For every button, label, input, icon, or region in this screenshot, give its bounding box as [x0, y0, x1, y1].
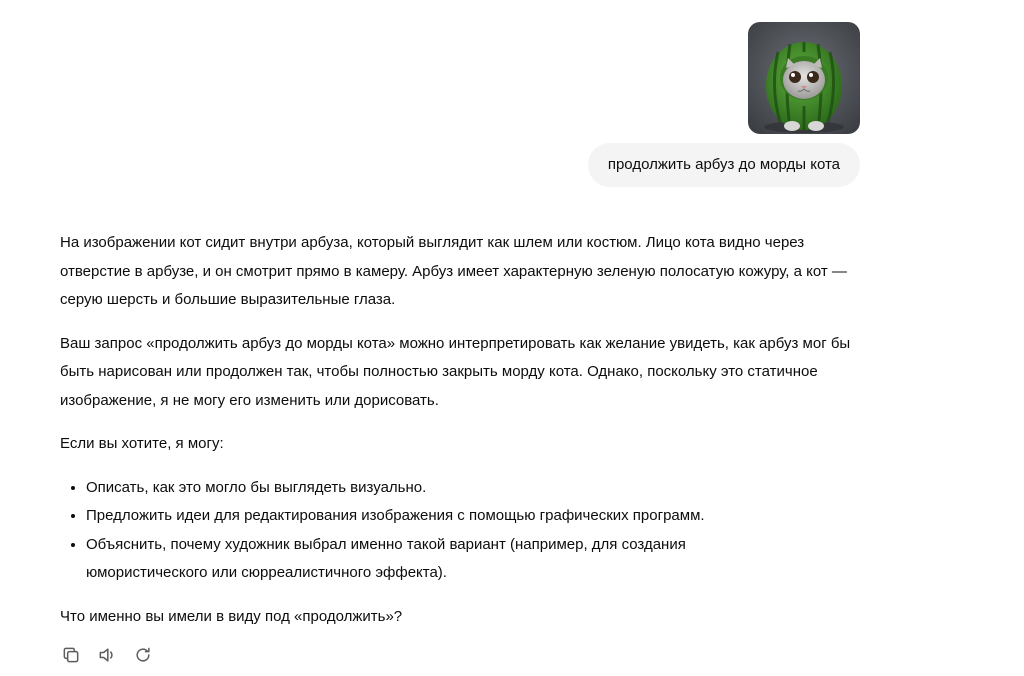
assistant-options-list: [60, 474, 860, 588]
cat-watermelon-image: [748, 22, 860, 134]
assistant-paragraph-1: На изображении кот сидит внутри арбуза, который выглядит как шлем или костюм. Лицо кота видно через отверстие в арбузе, и он смотрит прямо в камеру. Арбуз имеет характерную зеленую полосатую кожуру, а кот — серую шерсть и большие выразительные глаза.: [60, 234, 847, 308]
assistant-paragraph-3: Если вы хотите, я могу:: [60, 435, 224, 452]
regenerate-button[interactable]: [130, 642, 156, 668]
list-item: • Описать, как это могло бы выглядеть визуально.: [86, 474, 860, 503]
refresh-icon: [133, 645, 153, 665]
read-aloud-button[interactable]: [94, 642, 120, 668]
copy-icon: [61, 645, 81, 665]
assistant-closing-question: Что именно вы имели в виду под «продолжить»?: [60, 607, 403, 625]
user-uploaded-image[interactable]: [748, 22, 860, 134]
assistant-paragraph-2: Ваш запрос «продолжить арбуз до морды кота» можно интерпретировать как желание увидеть, как арбуз мог бы быть нарисован или продолжен так, чтобы полностью закрыть морду кота. Однако, поскольку это статичное изображение, я не могу его изменить или дорисовать.: [60, 334, 851, 409]
user-message-bubble: продолжить арбуз до морды кота: [588, 143, 860, 187]
list-item: • Предложить идеи для редактирования изображения с помощью графических программ.: [86, 502, 860, 531]
speaker-icon: [97, 645, 117, 665]
copy-button[interactable]: [58, 642, 84, 668]
assistant-message: [60, 229, 860, 646]
list-item: • Объяснить, почему художник выбрал именно такой вариант (например, для создания юмористического или сюрреалистичного эффекта).: [86, 531, 786, 588]
message-actions: [58, 642, 156, 668]
